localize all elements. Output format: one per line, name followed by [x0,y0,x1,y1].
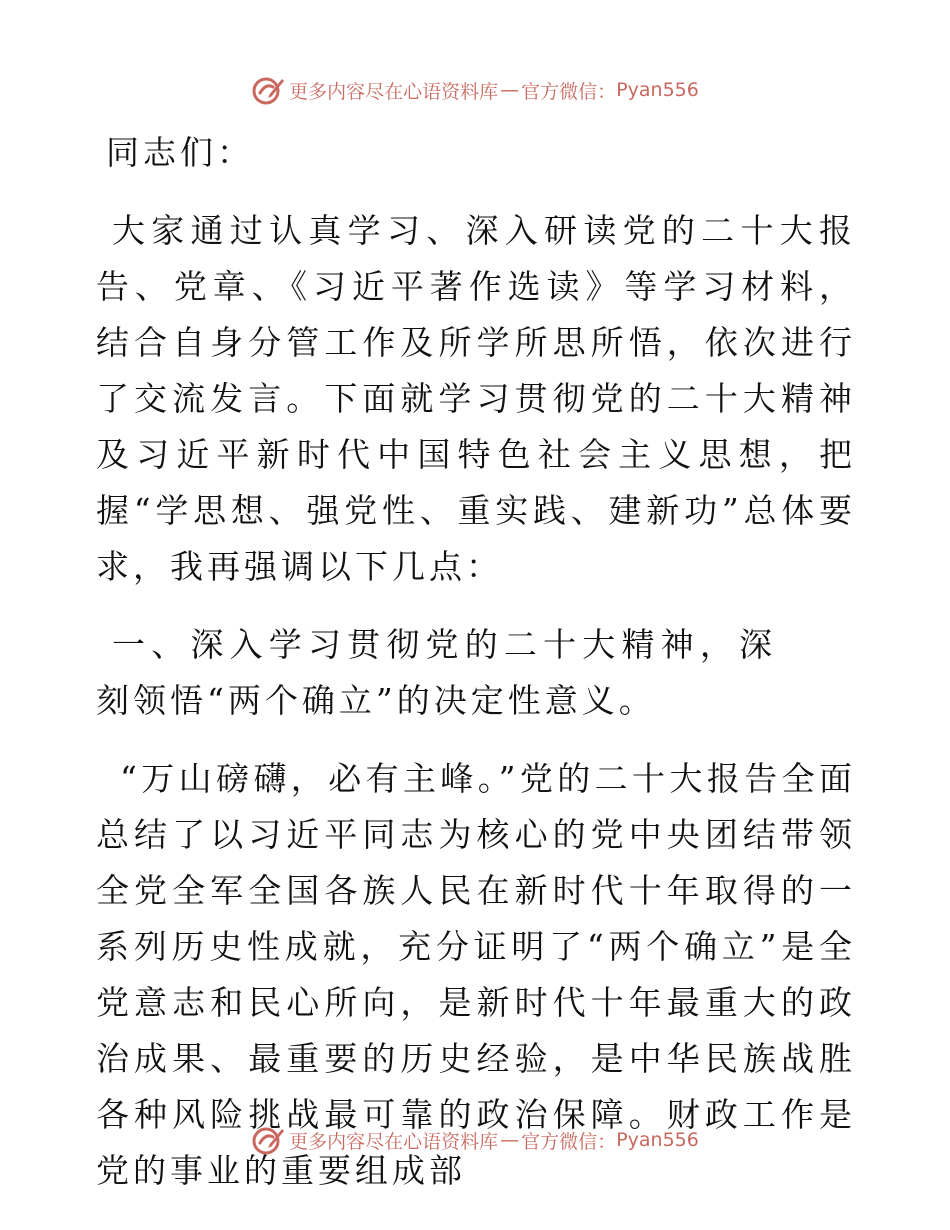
watermark-wechat-id: Pyan556 [616,1129,699,1151]
document-body [96,125,856,1199]
watermark-wechat-id: Pyan556 [616,79,699,101]
paragraph-1: 大家通过认真学习、深入研读党的二十大报告、党章、《习近平著作选读》等学习材料，结合自身分管工作及所学所思所悟，依次进行了交流发言。下面就学习贯彻党的二十大精神及习近平新时代中国特色社会主义思想，把握“学思想、强党性、重实践、建新功”总体要求，我再强调以下几点： [96,211,856,586]
pen-logo-icon [251,1123,285,1157]
watermark-separator: — [500,79,520,101]
watermark-text: 更多内容尽在心语资料库 [289,1130,499,1153]
watermark-wechat-label: 官方微信： [521,1130,617,1153]
footer-watermark [0,1122,950,1158]
salutation: 同志们： [106,133,254,172]
pen-logo-icon [251,73,285,107]
watermark-separator: — [500,1129,520,1151]
paragraph-2: “万山磅礴，必有主峰。”党的二十大报告全面总结了以习近平同志为核心的党中央团结带领全党全军全国各族人民在新时代十年取得的一系列历史性成就，充分证明了“两个确立”是全党意志和民心所向，是新时代十年最重大的政治成果、最重要的历史经验，是中华民族战胜各种风险挑战最可靠的政治保障。财政工作是党的事业的重要组成部 [96,759,856,1190]
watermark-wechat-label: 官方微信： [521,80,617,103]
section-heading-1: 一、深入学习贯彻党的二十大精神，深刻领悟“两个确立”的决定性意义。 [96,625,776,720]
watermark-text: 更多内容尽在心语资料库 [289,80,499,103]
header-watermark [0,72,950,108]
